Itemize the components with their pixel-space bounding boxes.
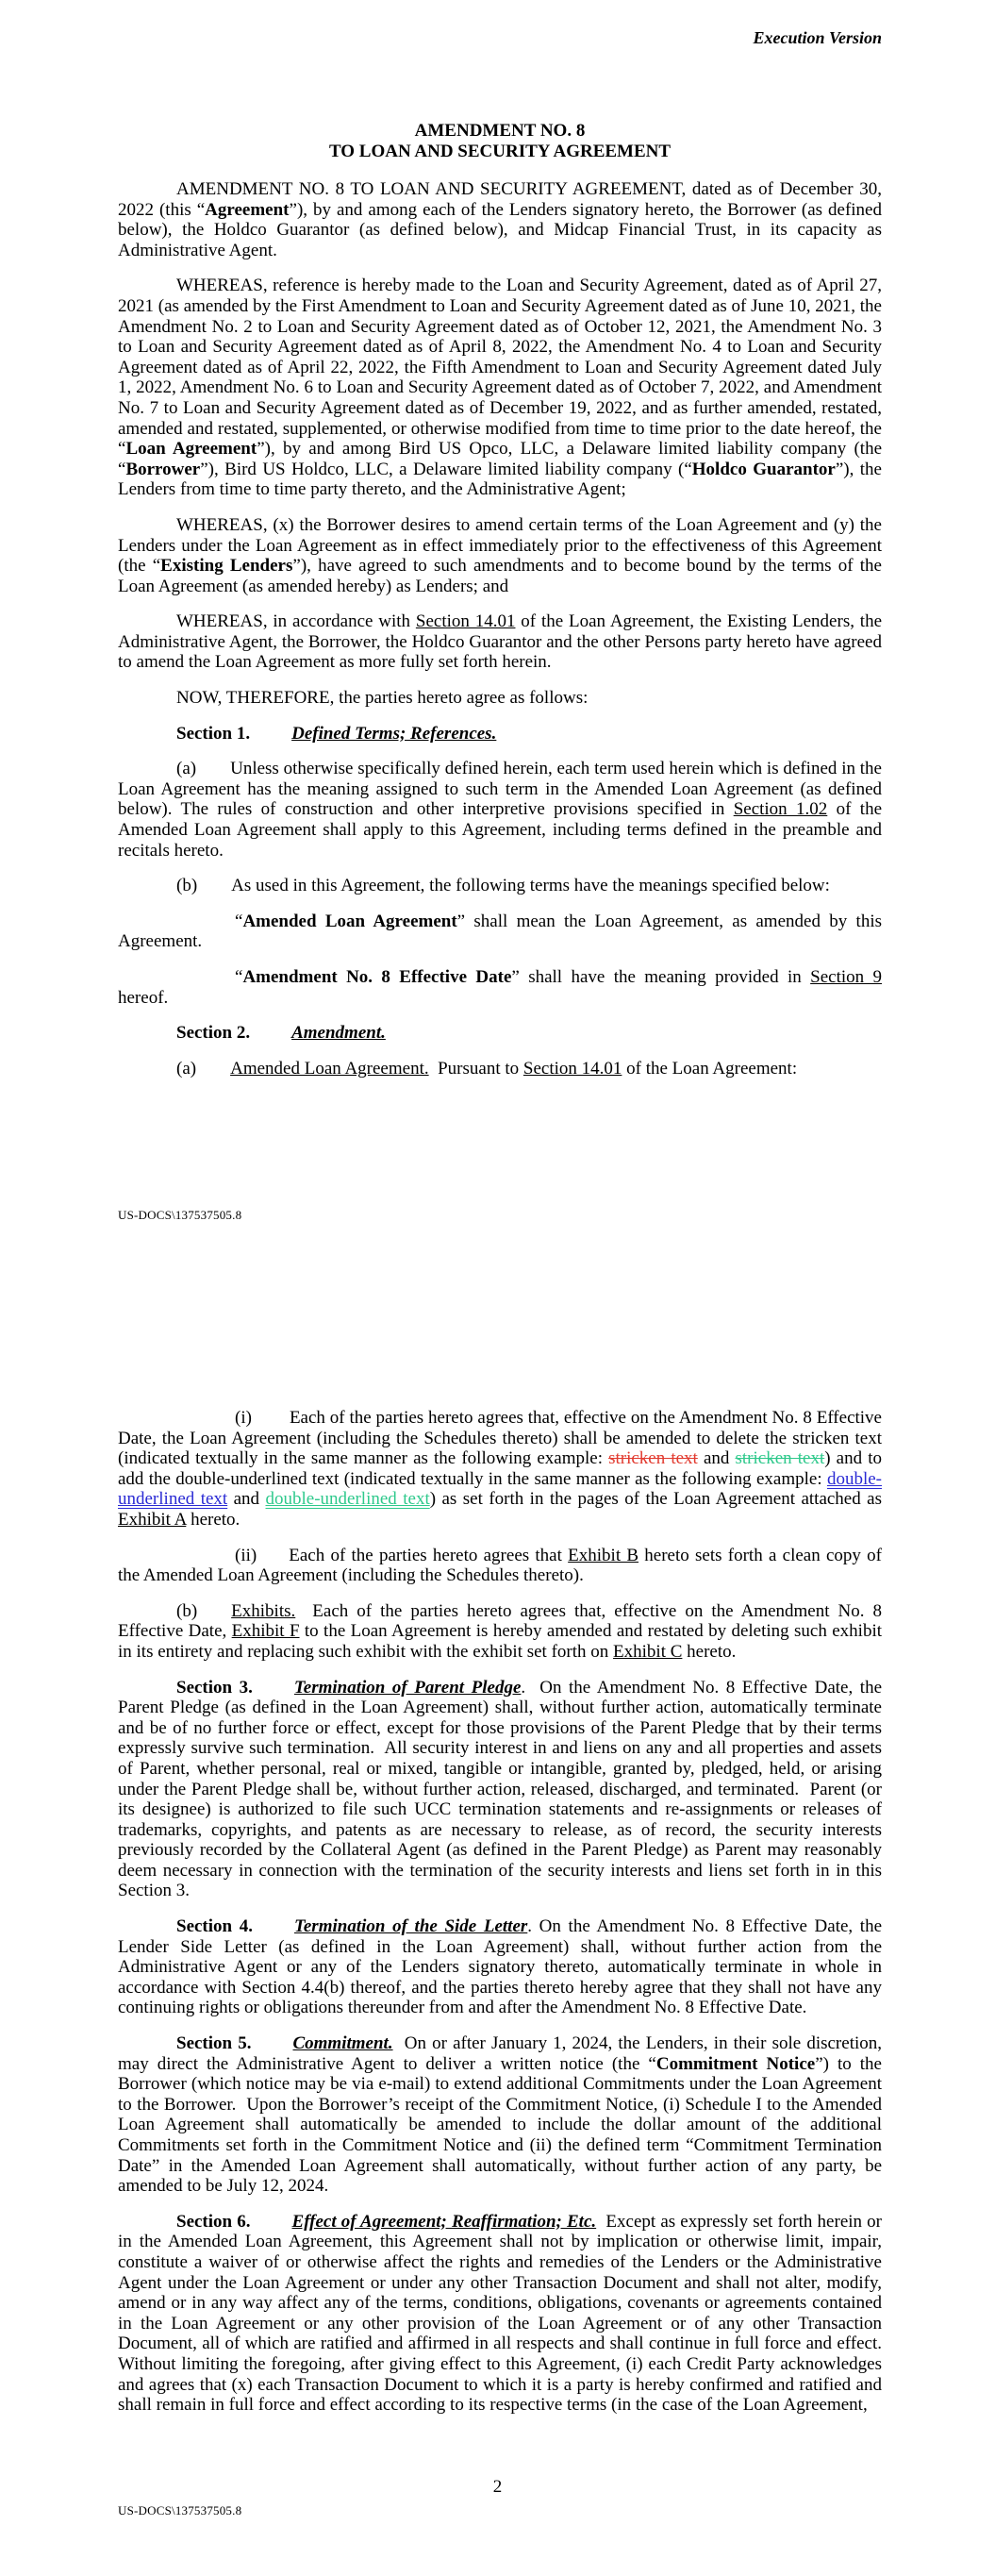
text-run: hereto sets forth a clean copy of the Amended Loan Agreement (including the Schedules thereto).	[118, 1545, 882, 1586]
text-run: Section 1.	[176, 723, 251, 744]
text-run: ”), have agreed to such amendments and to become bound by the terms of the Loan Agreement (as amended hereby) as Lenders; and	[118, 556, 882, 596]
text-run: stricken text	[608, 1448, 698, 1469]
title-line-1: AMENDMENT NO. 8	[414, 121, 586, 141]
section-2-heading	[118, 1023, 882, 1044]
text-run: ” shall have the meaning provided in	[511, 967, 811, 987]
definition-amended-loan-agreement	[118, 912, 882, 952]
execution-version-label: Execution Version	[753, 28, 882, 47]
page-2-body	[118, 1408, 882, 2431]
text-run: Section 9	[810, 967, 883, 987]
text-run: Exhibit A	[118, 1509, 187, 1530]
text-run: Borrower	[125, 459, 201, 479]
text-run: Holdco Guarantor	[691, 459, 836, 479]
text-run: Each of the parties hereto agrees that, effective on the Amendment No. 8 Effective Date, the Loan Agreement (including the Schedules thereto) shall be amended to delete the stricken text (indicated textually in the same manner as the following example:	[118, 1408, 882, 1469]
text-run: On or after January 1, 2024, the Lenders, in their sole discretion, may direct the Administrative Agent to deliver a written notice (the “	[118, 2033, 882, 2074]
text-run: Commitment Notice	[655, 2053, 816, 2074]
section-5-paragraph	[118, 2033, 882, 2197]
text-run: “	[235, 911, 243, 931]
text-run: of the Loan Agreement, the Existing Lenders, the Administrative Agent, the Borrower, the Holdco Guarantor and the other Persons party hereto have agreed to amend the Loan Agreement as more fully set forth herein.	[118, 611, 883, 673]
whereas-recital-1	[118, 276, 882, 500]
text-run: Exhibit F	[231, 1621, 300, 1642]
doc-id-footer-page1: US-DOCS\137537505.8	[118, 1208, 242, 1222]
text-run: Except as expressly set forth herein or in the Amended Loan Agreement, this Agreement shall not by implication or otherwise limit, impair, constitute a waiver of or otherwise affect the rights and remedies of the Lenders or the Administrative Agent under the Loan Agreement or under any other Transaction Document and shall not alter, modify, amend or in any way affect any of the terms, conditions, obligations, covenants or agreements contained in the Loan Agreement or any other provision of the Loan Agreement or of any other Transaction Document, all of which are ratified and affirmed in all respects and shall continue in full force and effect. Without limiting the foregoing, after giving effect to this Agreement, (i) each Credit Party acknowledges and agrees that (x) each Transaction Document to which it is a party is hereby confirmed and ratified and shall remain in full force and effect according to its respective terms (in the case of the Loan Agreement,	[118, 2211, 883, 2416]
text-run: ”), by and among Bird US Opco, LLC, a Delaware limited liability company (the “	[118, 439, 883, 479]
text-run: Commitment.	[292, 2033, 393, 2054]
text-run: of the Amended Loan Agreement shall apply to this Agreement, including terms defined in the preamble and recitals hereto.	[118, 799, 882, 861]
text-run: of the Loan Agreement:	[622, 1058, 798, 1079]
text-run: WHEREAS, reference is hereby made to the Loan and Security Agreement, dated as of April 27, 2021 (as amended by the First Amendment to Loan and Security Agreement dated as of June 10, 2021, the Amendment No. 2 to Loan and Security Agreement dated as of October 12, 2021, the Amendment No. 3 to Loan and Security Agreement dated as of April 8, 2022, the Amendment No. 4 to Loan and Security Agreement dated as of April 22, 2022, the Fifth Amendment to Loan and Security Agreement dated July 1, 2022, Amendment No. 6 to Loan and Security Agreement dated as of October 7, 2022, and Amendment No. 7 to Loan and Security Agreement dated as of December 19, 2022, and as further amended, restated, amended and restated, supplemented, or otherwise modified from time to time prior to the date hereof, the “	[118, 276, 882, 460]
text-run: double-underlined text	[118, 1468, 882, 1510]
text-run: Defined Terms; References.	[291, 723, 497, 744]
text-run: ”) to the Borrower (which notice may be via e-mail) to extend additional Commitments under the Loan Agreement to the Borrower. Upon the Borrower’s receipt of the Commitment Notice, (i) Schedule I to the Amended Loan Agreement shall automatically be amended to include the dollar amount of the additional Commitments set forth in the Commitment Notice and (ii) the defined term “Commitment Termination Date” in the Amended Loan Agreement shall automatically, without further action of any party, be amended to be July 12, 2024.	[118, 2053, 882, 2197]
now-therefore-clause	[118, 688, 882, 709]
text-run: Effect of Agreement; Reaffirmation; Etc.	[291, 2211, 597, 2232]
text-run: hereto.	[186, 1509, 240, 1530]
text-run: Each of the parties hereto agrees that	[289, 1545, 569, 1565]
doc-id-footer-page2: US-DOCS\137537505.8	[118, 2503, 242, 2517]
text-run: Amended Loan Agreement.	[230, 1058, 429, 1079]
text-run: AMENDMENT NO. 8 TO LOAN AND SECURITY AGREEMENT, dated as of December 30, 2022 (this “	[118, 179, 882, 220]
text-run: Section 5.	[176, 2033, 252, 2054]
text-run: Exhibits.	[231, 1600, 296, 1621]
page-number: 2	[492, 2477, 503, 2497]
text-run: Amendment.	[291, 1023, 386, 1044]
section-2a-paragraph	[118, 1059, 882, 1079]
whereas-recital-3	[118, 611, 882, 673]
text-run: . On the Amendment No. 8 Effective Date, the Parent Pledge (as defined in the Loan Agreement) shall, without further action, automatically terminate and be of no further force or effect, except for those provisions of the Parent Pledge that by their terms expressly survive such termination. All security interest in and liens on any and all properties and assets of Parent, whether personal, real or mixed, tangible or intangible, granted by, pledged, held, or arising under the Parent Pledge shall be, without further action, released, discharged, and terminated. Parent (or its designee) is authorized to file such UCC termination statements and re-assignments or releases of trademarks, copyrights, and patents as are necessary to release, as of record, the security interests previously recorded by the Collateral Agent (as defined in the Parent Pledge) as Parent may reasonably deem necessary in connection with the termination of the security interests and liens set forth in in this Section 3.	[118, 1677, 883, 1901]
section-1-heading	[118, 724, 882, 744]
text-run: (i)	[235, 1408, 252, 1428]
text-run: (ii)	[235, 1545, 257, 1565]
text-run: ) and to add the double-underlined text (indicated textually in the same manner as the following example:	[118, 1448, 883, 1489]
text-run: WHEREAS, in accordance with	[176, 611, 416, 632]
text-run: double-underlined text	[265, 1489, 430, 1510]
text-run: Loan Agreement	[125, 439, 257, 460]
intro-paragraph	[118, 179, 882, 260]
text-run: and	[227, 1489, 266, 1510]
text-run: Section 6.	[176, 2211, 251, 2232]
text-run: Agreement	[205, 199, 290, 220]
whereas-recital-2	[118, 515, 882, 596]
text-run: ) as set forth in the pages of the Loan Agreement attached as	[429, 1489, 883, 1510]
section-6-paragraph	[118, 2212, 882, 2416]
text-run: Section 3.	[176, 1677, 253, 1698]
text-run: As used in this Agreement, the following terms have the meanings specified below:	[231, 876, 830, 896]
text-run: hereto.	[682, 1641, 737, 1662]
text-run: to the Loan Agreement is hereby amended and restated by deleting such exhibit in its entirety and replacing such exhibit with the exhibit set forth on	[118, 1621, 882, 1662]
page-1-body	[118, 179, 882, 1094]
text-run: Existing Lenders	[160, 556, 293, 577]
text-run: ” shall mean the Loan Agreement, as amended by this Agreement.	[118, 911, 882, 952]
text-run: ”), the Lenders from time to time party thereto, and the Administrative Agent;	[118, 459, 882, 500]
text-run: (a)	[176, 1058, 197, 1079]
title-line-2: TO LOAN AND SECURITY AGREEMENT	[328, 141, 672, 161]
text-run: Section 14.01	[415, 611, 516, 632]
text-run: Exhibit B	[568, 1545, 639, 1565]
definition-amendment-no-8-effective-date	[118, 967, 882, 1008]
section-4-paragraph	[118, 1916, 882, 2018]
text-run: Section 4.	[176, 1916, 253, 1937]
text-run: Exhibit C	[613, 1641, 683, 1662]
text-run: Section 1.02	[733, 799, 828, 820]
text-run: stricken text	[735, 1448, 825, 1469]
text-run: Amendment No. 8 Effective Date	[242, 967, 512, 987]
section-1b-paragraph	[118, 876, 882, 896]
text-run: Unless otherwise specifically defined herein, each term used herein which is defined in the Loan Agreement has the meaning assigned to such term in the Amended Loan Agreement (as defined below). The rules of construction and other interpretive provisions specified in	[118, 759, 882, 820]
text-run: ”), Bird US Holdco, LLC, a Delaware limited liability company (“	[200, 459, 692, 479]
text-run: Section 2.	[176, 1023, 251, 1044]
text-run: “	[235, 967, 243, 987]
text-run: Amended Loan Agreement	[242, 911, 457, 931]
text-run: WHEREAS, (x) the Borrower desires to amend certain terms of the Loan Agreement and (y) the Lenders under the Loan Agreement as in effect immediately prior to the effectiveness of this Agreement (the “	[118, 514, 882, 577]
section-2a-i-paragraph	[118, 1408, 882, 1531]
text-run: ”), by and among each of the Lenders signatory hereto, the Borrower (as defined below), the Holdco Guarantor (as defined below), and Midcap Financial Trust, in its capacity as Administrative Agent.	[118, 199, 882, 260]
text-run: Termination of Parent Pledge	[293, 1677, 522, 1698]
text-run: . On the Amendment No. 8 Effective Date, the Lender Side Letter (as defined in the Loan Agreement) shall, without further action from the Administrative Agent or any of the Lenders signatory thereto, automatically terminate in whole in accordance with Section 4.4(b) thereof, and the parties thereto hereby agree that they shall not have any continuing rights or obligations thereunder from and after the Amendment No. 8 Effective Date.	[118, 1916, 883, 2018]
text-run: hereof.	[118, 987, 169, 1008]
text-run: and	[697, 1448, 736, 1469]
text-run: Pursuant to	[428, 1058, 523, 1079]
section-2b-paragraph	[118, 1601, 882, 1663]
section-2a-ii-paragraph	[118, 1546, 882, 1586]
text-run: (b)	[176, 1600, 198, 1621]
text-run: (b)	[176, 876, 198, 896]
text-run: Each of the parties hereto agrees that, effective on the Amendment No. 8 Effective Date,	[118, 1600, 882, 1642]
section-1a-paragraph	[118, 759, 882, 861]
text-run: (a)	[176, 759, 197, 779]
document-title	[118, 121, 882, 161]
text-run: Section 14.01	[522, 1058, 622, 1079]
text-run: NOW, THEREFORE, the parties hereto agree as follows:	[176, 688, 589, 709]
text-run: Termination of the Side Letter	[294, 1916, 528, 1937]
section-3-paragraph	[118, 1678, 882, 1902]
